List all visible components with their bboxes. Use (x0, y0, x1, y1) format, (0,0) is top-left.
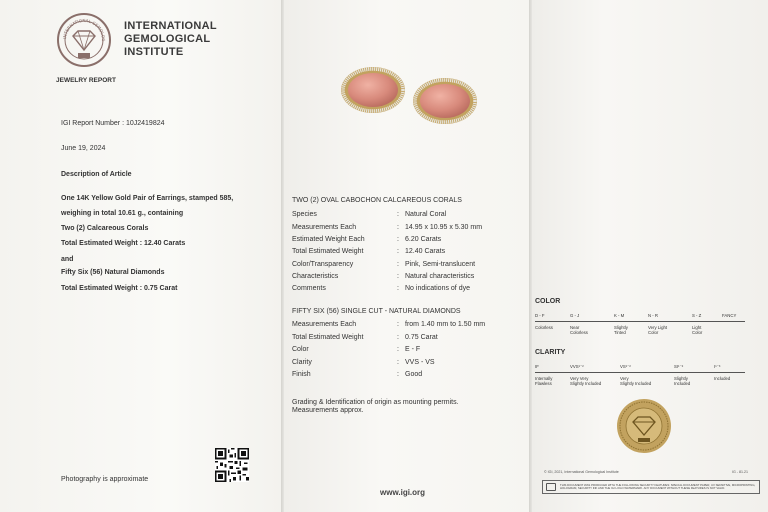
description-line: Two (2) Calcareous Corals (61, 225, 149, 232)
clarity-grade: I¹⁻³ (714, 364, 721, 369)
row-label: Total Estimated Weight (292, 248, 364, 255)
diamond-section-title: FIFTY SIX (56) SINGLE CUT - NATURAL DIAMONDS (292, 308, 461, 315)
color-grade: G - J (570, 313, 580, 318)
form-code: IG - 81.21 (732, 470, 748, 474)
report-date: June 19, 2024 (61, 145, 106, 152)
earrings-photo (336, 64, 484, 128)
report-number: IGI Report Number : 10J2419824 (61, 120, 165, 127)
description-line: Total Estimated Weight : 12.40 Carats (61, 240, 186, 247)
row-label: Total Estimated Weight (292, 334, 364, 341)
clarity-grade: VVS¹⁻² (570, 364, 584, 369)
color-grade: N - R (648, 313, 659, 318)
copyright-text: © IGI, 2021, International Gemological Institute (544, 470, 619, 474)
color-desc: Very Light Color (648, 325, 668, 335)
grading-note (292, 399, 459, 415)
clarity-scale-title: CLARITY (535, 349, 566, 356)
igi-logo-icon (56, 12, 112, 68)
color-desc: Colorless (535, 325, 553, 330)
diamond-row-total-weight (292, 334, 528, 344)
row-value: Pink, Semi-translucent (405, 261, 476, 268)
coral-row-total-weight (292, 248, 528, 258)
description-line: One 14K Yellow Gold Pair of Earrings, stamped 585, (61, 195, 234, 202)
color-desc: Near Colorless (570, 325, 588, 335)
color-grade: FANCY (722, 313, 737, 318)
clarity-scale-divider (535, 372, 745, 373)
report-details-panel (284, 0, 530, 512)
row-colon: : (397, 359, 399, 366)
clarity-desc: Very Slightly Included (620, 376, 652, 386)
gold-seal-icon (616, 398, 672, 454)
clarity-desc: Very Very Slightly Included (570, 376, 602, 386)
color-grade: D - F (535, 313, 545, 318)
row-value: VVS - VS (405, 359, 435, 366)
coral-row-weight-each (292, 236, 528, 246)
row-value: 6.20 Carats (405, 236, 442, 243)
diamond-row-measurements (292, 321, 528, 331)
row-colon: : (397, 346, 399, 353)
row-value: from 1.40 mm to 1.50 mm (405, 321, 486, 328)
org-line-3: INSTITUTE (124, 46, 184, 58)
color-desc: Light Color (692, 325, 703, 335)
row-label: Characteristics (292, 273, 339, 280)
row-value: No indications of dye (405, 285, 470, 292)
row-value: 12.40 Carats (405, 248, 446, 255)
clarity-desc: Included (714, 376, 731, 381)
row-label: Color (292, 346, 309, 353)
clarity-grade: VS¹⁻² (620, 364, 631, 369)
row-label: Color/Transparency (292, 261, 354, 268)
row-colon: : (397, 211, 399, 218)
row-colon: : (397, 261, 399, 268)
row-label: Species (292, 211, 317, 218)
row-colon: : (397, 273, 399, 280)
row-colon: : (397, 248, 399, 255)
organization-name (124, 20, 217, 59)
qr-code-icon (215, 448, 249, 482)
svg-text:INTERNATIONAL GEMOLOGICAL INST: INTERNATIONAL GEMOLOG (62, 17, 107, 42)
document-icon (546, 483, 556, 491)
coral-row-measurements (292, 224, 528, 234)
clarity-grade: SI¹⁻² (674, 364, 684, 369)
row-value: Good (405, 371, 423, 378)
color-scale-title: COLOR (535, 298, 561, 305)
coral-section-title: TWO (2) OVAL CABOCHON CALCAREOUS CORALS (292, 197, 462, 204)
row-label: Comments (292, 285, 326, 292)
row-colon: : (397, 321, 399, 328)
coral-row-species (292, 211, 528, 221)
report-type: JEWELRY REPORT (56, 77, 116, 84)
security-notice (542, 480, 760, 494)
color-scale-divider (535, 321, 745, 322)
diamond-row-finish (292, 371, 528, 381)
description-line: Total Estimated Weight : 0.75 Carat (61, 285, 178, 292)
website-link[interactable]: www.igi.org (380, 488, 426, 497)
coral-row-characteristics (292, 273, 528, 283)
coral-row-comments (292, 285, 528, 295)
row-colon: : (397, 224, 399, 231)
row-value: E - F (405, 346, 421, 353)
row-colon: : (397, 285, 399, 292)
row-value: 0.75 Carat (405, 334, 438, 341)
row-label: Clarity (292, 359, 312, 366)
color-grade: S - Z (692, 313, 702, 318)
row-colon: : (397, 371, 399, 378)
color-grade: K - M (614, 313, 625, 318)
description-line: and (61, 256, 74, 263)
row-value: 14.95 x 10.95 x 5.30 mm (405, 224, 483, 231)
description-line: Fifty Six (56) Natural Diamonds (61, 269, 165, 276)
grading-scales-panel (532, 0, 768, 512)
description-title: Description of Article (61, 171, 132, 178)
row-label: Finish (292, 371, 311, 378)
description-line: weighing in total 10.61 g., containing (61, 210, 184, 217)
row-label: Measurements Each (292, 321, 357, 328)
security-notice-text: THIS DOCUMENT WAS PRODUCED WITH THE FOLLOWING SECURITY FEATURES: SPECIAL DOCUMENT PAPER, UV SENSITIVE, MICROPRINTING, HOLOGRAM, SECURITY INK AND THE IGI LOGO WATERMARK. ANY DOCUMENT WITHOUT THESE FEATURES IS NOT VALID. (560, 482, 756, 490)
row-value: Natural characteristics (405, 273, 475, 280)
row-colon: : (397, 236, 399, 243)
grading-note-line: Grading & Identification of origin as mounting permits. (292, 399, 459, 406)
org-line-2: GEMOLOGICAL (124, 33, 211, 45)
row-label: Estimated Weight Each (292, 236, 365, 243)
coral-row-color (292, 261, 528, 271)
row-label: Measurements Each (292, 224, 357, 231)
photo-note: Photography is approximate (61, 476, 149, 483)
org-line-1: INTERNATIONAL (124, 20, 217, 32)
clarity-desc: Internally Flawless (535, 376, 553, 386)
clarity-grade: IF (535, 364, 539, 369)
grading-note-line: Measurements approx. (292, 407, 364, 414)
clarity-desc: Slightly Included (674, 376, 691, 386)
diamond-row-color (292, 346, 528, 356)
row-value: Natural Coral (405, 211, 447, 218)
row-colon: : (397, 334, 399, 341)
report-cover-panel (0, 0, 282, 512)
color-desc: Slightly Tinted (614, 325, 628, 335)
diamond-row-clarity (292, 359, 528, 369)
